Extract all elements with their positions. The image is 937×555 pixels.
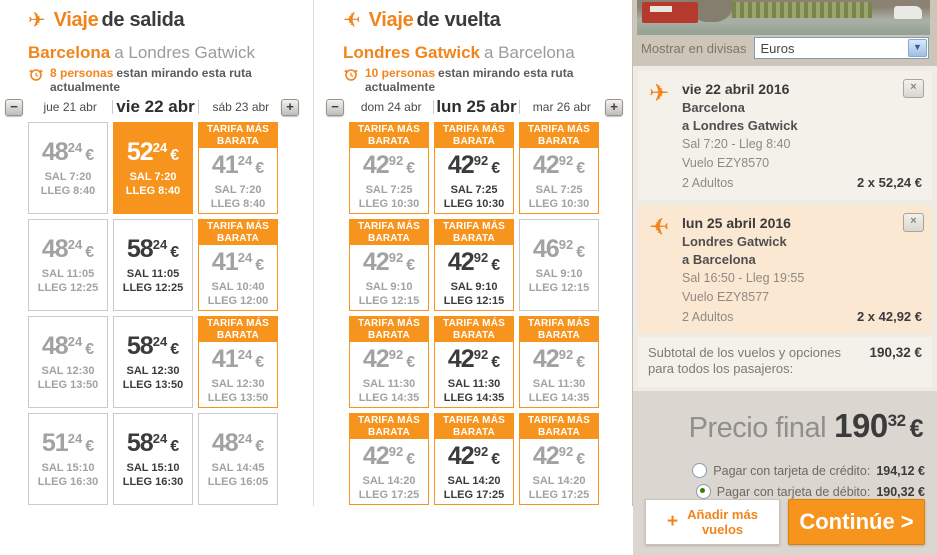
prev-date-button[interactable]: − <box>5 99 23 116</box>
subtotal-row <box>638 337 932 387</box>
cheapest-fare-banner: TARIFA MÁS BARATA <box>434 316 514 342</box>
fare-cell-cheapest[interactable]: TARIFA MÁS BARATA $42^{92}$ € SAL 14:20 LLEG 17:25 <box>349 413 429 505</box>
card-to: a Barcelona <box>682 252 756 267</box>
card-times: Sal 16:50 - Lleg 19:55 <box>682 271 805 285</box>
subtotal-label: Subtotal de los vuelos y opciones para todos los pasajeros: <box>648 345 841 376</box>
fare-cell[interactable]: $48^{24}$ € SAL 7:20 LLEG 8:40 <box>28 122 108 214</box>
card-date: vie 22 abril 2016 <box>682 81 790 97</box>
fare-cell[interactable]: $58^{24}$ € SAL 15:10 LLEG 16:30 <box>113 413 193 505</box>
fare-cell-cheapest[interactable]: TARIFA MÁS BARATA $41^{24}$ € SAL 10:40 LLEG 12:00 <box>198 219 278 311</box>
pay-credit-option[interactable] <box>645 463 925 478</box>
pay-debit-value: 190,32 € <box>876 484 925 499</box>
fare-cell[interactable]: $48^{24}$ € SAL 11:05 LLEG 12:25 <box>28 219 108 311</box>
fare-cell-cheapest[interactable]: TARIFA MÁS BARATA $42^{92}$ € SAL 7:25 LLEG 10:30 <box>519 122 599 214</box>
next-date-button[interactable]: + <box>605 99 623 116</box>
date-tab-selected[interactable]: vie 22 abr <box>116 97 195 116</box>
outbound-route: Barcelona a Londres Gatwick <box>28 43 255 62</box>
card-passengers: 2 Adultos <box>682 310 734 324</box>
card-passengers: 2 Adultos <box>682 176 734 190</box>
outbound-panel <box>0 0 314 506</box>
remove-return-button[interactable]: × <box>903 213 924 232</box>
return-date-nav <box>315 96 631 118</box>
final-price: Precio final $190^{32}$ € <box>688 407 923 444</box>
card-from: Barcelona <box>682 100 745 115</box>
fare-cell[interactable]: $58^{24}$ € SAL 12:30 LLEG 13:50 <box>113 316 193 408</box>
cheapest-fare-banner: TARIFA MÁS BARATA <box>349 122 429 148</box>
cheapest-fare-banner: TARIFA MÁS BARATA <box>198 122 278 148</box>
return-panel <box>315 0 631 506</box>
return-watching: 10 personas estan mirando esta ruta actualmente <box>343 66 593 94</box>
prev-date-button[interactable]: − <box>326 99 344 116</box>
chevron-down-icon[interactable]: ▼ <box>908 39 927 57</box>
currency-select[interactable] <box>754 37 929 59</box>
fare-cell-selected[interactable]: $52^{24}$ € SAL 7:20 LLEG 8:40 <box>113 122 193 214</box>
plane-left-icon: ✈ <box>649 214 670 241</box>
cheapest-fare-banner: TARIFA MÁS BARATA <box>519 316 599 342</box>
currency-selected-value: Euros <box>760 40 795 56</box>
cheapest-fare-banner: TARIFA MÁS BARATA <box>434 219 514 245</box>
cheapest-fare-banner: TARIFA MÁS BARATA <box>519 413 599 439</box>
card-date: lun 25 abril 2016 <box>682 215 791 231</box>
fare-cell[interactable]: $48^{24}$ € SAL 14:45 LLEG 16:05 <box>198 413 278 505</box>
currency-row <box>633 35 937 61</box>
next-date-button[interactable]: + <box>281 99 299 116</box>
date-tab[interactable]: mar 26 abr <box>532 100 591 114</box>
outbound-watching: 8 personas estan mirando esta ruta actualmente <box>28 66 278 94</box>
fare-cell-cheapest[interactable]: TARIFA MÁS BARATA $42^{92}$ € SAL 9:10 LLEG 12:15 <box>349 219 429 311</box>
cheapest-fare-banner: TARIFA MÁS BARATA <box>349 316 429 342</box>
plane-right-icon: ✈ <box>649 80 670 107</box>
add-more-flights-button[interactable]: + Añadir más vuelos <box>645 499 780 545</box>
outbound-date-nav <box>0 96 313 118</box>
date-tab[interactable]: sáb 23 abr <box>212 100 270 114</box>
cheapest-fare-banner: TARIFA MÁS BARATA <box>198 316 278 342</box>
fare-cell[interactable]: $58^{24}$ € SAL 11:05 LLEG 12:25 <box>113 219 193 311</box>
fare-cell-cheapest[interactable]: TARIFA MÁS BARATA $41^{24}$ € SAL 12:30 LLEG 13:50 <box>198 316 278 408</box>
card-price: 2 x 52,24 € <box>856 175 922 190</box>
continue-button[interactable]: Continúe > <box>788 499 925 545</box>
pay-debit-label: Pagar con tarjeta de débito: <box>716 484 871 499</box>
card-times: Sal 7:20 - Lleg 8:40 <box>682 137 791 151</box>
return-route: Londres Gatwick a Barcelona <box>343 43 575 62</box>
white-boat <box>894 6 922 19</box>
pay-credit-label: Pagar con tarjeta de crédito: <box>713 463 871 478</box>
red-boat <box>642 2 698 23</box>
cheapest-fare-banner: TARIFA MÁS BARATA <box>434 122 514 148</box>
date-tab-selected[interactable]: lun 25 abr <box>436 97 517 116</box>
date-tab[interactable]: dom 24 abr <box>360 100 422 114</box>
subtotal-value: 190,32 € <box>869 345 922 360</box>
alarm-icon <box>28 66 44 82</box>
fare-cell-cheapest[interactable]: TARIFA MÁS BARATA $42^{92}$ € SAL 7:25 LLEG 10:30 <box>434 122 514 214</box>
fare-cell[interactable]: $48^{24}$ € SAL 12:30 LLEG 13:50 <box>28 316 108 408</box>
river-photo <box>637 0 930 35</box>
plane-right-icon: ✈ <box>28 8 46 32</box>
cheapest-fare-banner: TARIFA MÁS BARATA <box>519 122 599 148</box>
fare-cell-cheapest[interactable]: TARIFA MÁS BARATA $42^{92}$ € SAL 11:30 LLEG 14:35 <box>434 316 514 408</box>
fare-cell[interactable]: $46^{92}$ € SAL 9:10 LLEG 12:15 <box>519 219 599 311</box>
fare-cell-cheapest[interactable]: TARIFA MÁS BARATA $42^{92}$ € SAL 11:30 LLEG 14:35 <box>349 316 429 408</box>
final-price-section <box>633 391 937 555</box>
radio-unchecked-icon[interactable] <box>692 463 707 478</box>
return-title: Viaje de vuelta <box>368 8 501 31</box>
fare-cell-cheapest[interactable]: TARIFA MÁS BARATA $42^{92}$ € SAL 14:20 LLEG 17:25 <box>519 413 599 505</box>
outbound-fare-grid <box>28 122 313 505</box>
card-flight-number: Vuelo EZY8577 <box>682 290 770 304</box>
cheapest-fare-banner: TARIFA MÁS BARATA <box>434 413 514 439</box>
date-tab[interactable]: jue 21 abr <box>43 100 97 114</box>
booking-summary-sidebar <box>632 0 937 537</box>
outbound-summary-card <box>638 71 932 200</box>
alarm-icon <box>343 66 359 82</box>
currency-label: Mostrar en divisas <box>641 40 747 56</box>
fare-cell-cheapest[interactable]: TARIFA MÁS BARATA $42^{92}$ € SAL 9:10 LLEG 12:15 <box>434 219 514 311</box>
fare-cell-cheapest[interactable]: TARIFA MÁS BARATA $42^{92}$ € SAL 14:20 LLEG 17:25 <box>434 413 514 505</box>
plus-icon: + <box>667 511 679 532</box>
return-summary-card <box>638 205 932 334</box>
fare-cell-cheapest[interactable]: TARIFA MÁS BARATA $41^{24}$ € SAL 7:20 LLEG 8:40 <box>198 122 278 214</box>
card-to: a Londres Gatwick <box>682 118 798 133</box>
return-fare-grid <box>349 122 631 505</box>
card-from: Londres Gatwick <box>682 234 787 249</box>
fare-cell[interactable]: $51^{24}$ € SAL 15:10 LLEG 16:30 <box>28 413 108 505</box>
plane-left-icon: ✈ <box>343 8 361 32</box>
card-flight-number: Vuelo EZY8570 <box>682 156 770 170</box>
outbound-header <box>28 8 313 32</box>
radio-checked-icon[interactable] <box>696 484 711 499</box>
pay-debit-option[interactable] <box>645 484 925 499</box>
cheapest-fare-banner: TARIFA MÁS BARATA <box>198 219 278 245</box>
remove-outbound-button[interactable]: × <box>903 79 924 98</box>
fare-cell-cheapest[interactable]: TARIFA MÁS BARATA $42^{92}$ € SAL 11:30 LLEG 14:35 <box>519 316 599 408</box>
return-header <box>343 8 631 32</box>
fare-cell-cheapest[interactable]: TARIFA MÁS BARATA $42^{92}$ € SAL 7:25 LLEG 10:30 <box>349 122 429 214</box>
cheapest-fare-banner: TARIFA MÁS BARATA <box>349 219 429 245</box>
outbound-title: Viaje de salida <box>53 8 185 31</box>
cheapest-fare-banner: TARIFA MÁS BARATA <box>349 413 429 439</box>
pay-credit-value: 194,12 € <box>876 463 925 478</box>
card-price: 2 x 42,92 € <box>856 309 922 324</box>
